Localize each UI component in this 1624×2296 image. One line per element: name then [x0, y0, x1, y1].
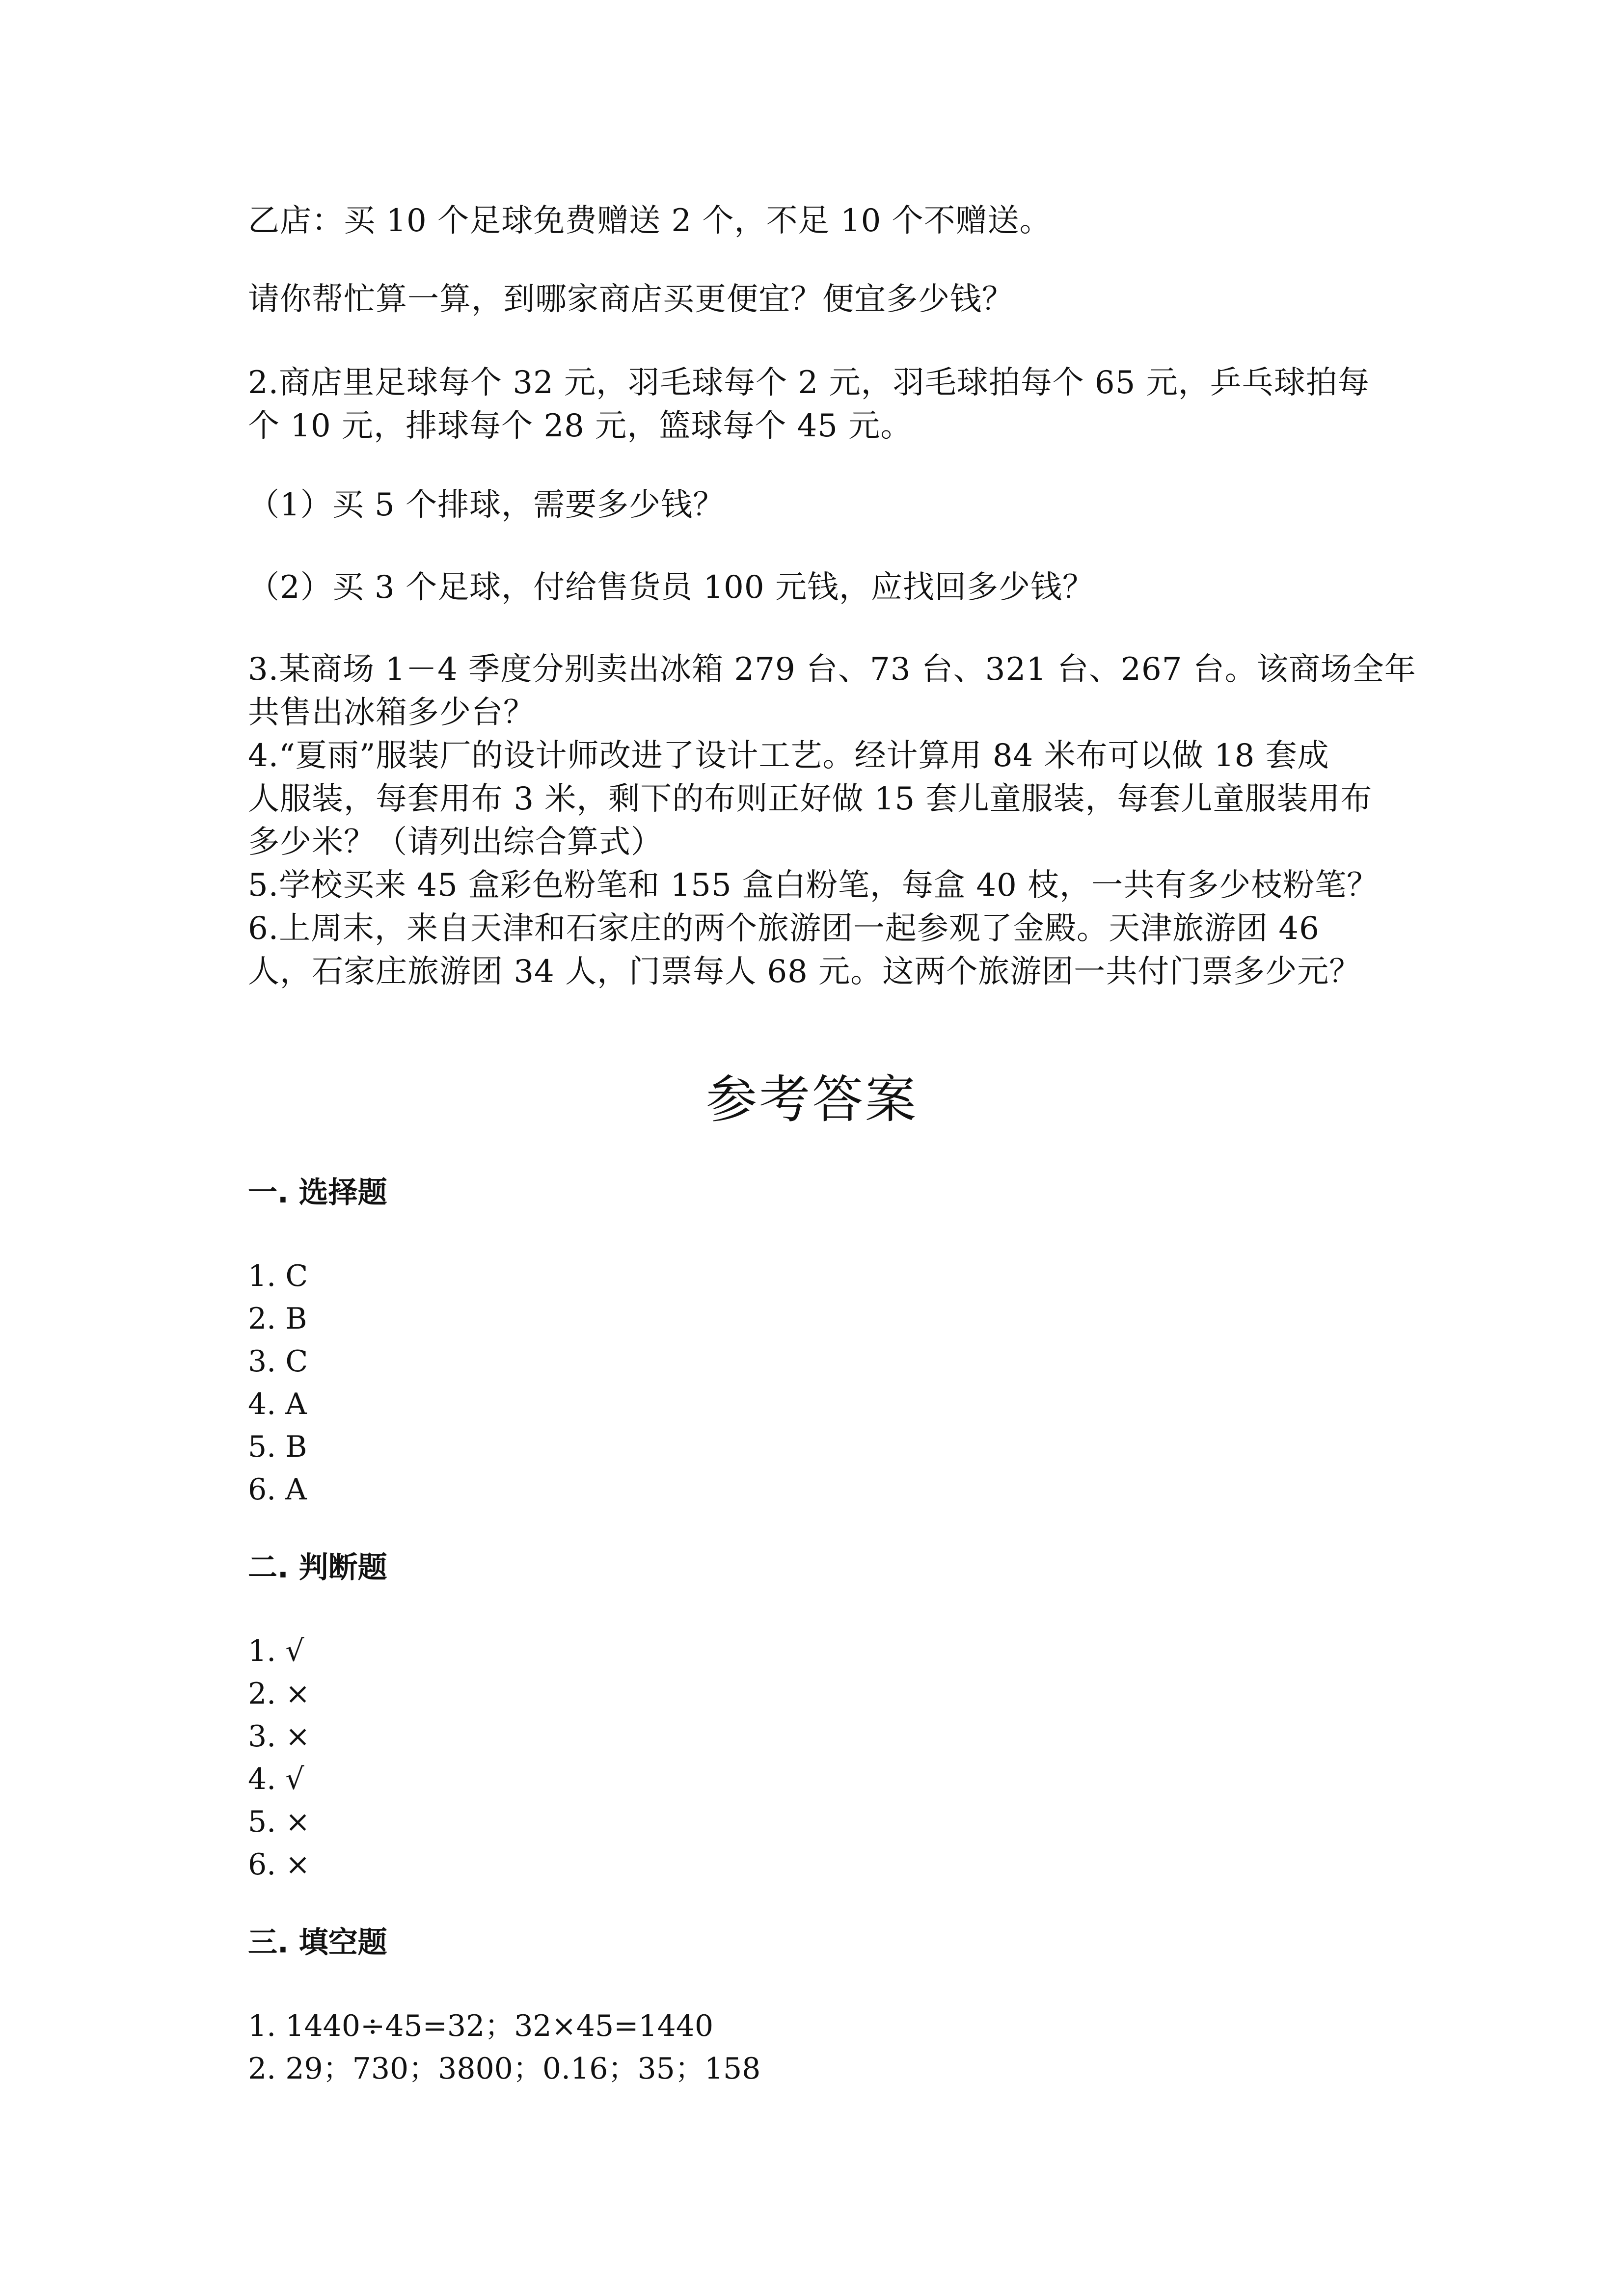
answer-item: 5. ×	[248, 1805, 310, 1839]
answer-item: 1. √	[248, 1634, 304, 1668]
question-line: （1）买 5 个排球，需要多少钱？	[248, 487, 725, 523]
answer-item: 1. C	[248, 1259, 308, 1293]
answer-item: 4. A	[248, 1387, 307, 1421]
question-line: 2.商店里足球每个 32 元，羽毛球每个 2 元，羽毛球拍每个 65 元，乒乓球拍每	[248, 365, 1370, 401]
question-line: 3.某商场 1－4 季度分别卖出冰箱 279 台、73 台、321 台、267 台。该商场全年	[248, 651, 1416, 688]
answer-item: 3. C	[248, 1344, 308, 1379]
answer-item: 6. ×	[248, 1847, 310, 1882]
page-title: 参考答案	[705, 1069, 918, 1129]
question-line: 人，石家庄旅游团 34 人，门票每人 68 元。这两个旅游团一共付门票多少元？	[248, 954, 1361, 990]
question-line: 共售出冰箱多少台？	[248, 694, 535, 731]
section-heading-choice: 一. 选择题	[248, 1175, 387, 1210]
answer-item: 4. √	[248, 1762, 304, 1796]
answer-item: 2. ×	[248, 1677, 310, 1711]
answer-item: 3. ×	[248, 1719, 310, 1754]
question-line: 多少米？（请列出综合算式）	[248, 824, 663, 860]
answer-item: 2. B	[248, 1302, 307, 1336]
section-heading-fill: 三. 填空题	[248, 1925, 387, 1960]
question-line: 5.学校买来 45 盒彩色粉笔和 155 盒白粉笔，每盒 40 枝，一共有多少枝粉笔？	[248, 867, 1379, 904]
question-line: 个 10 元，排球每个 28 元，篮球每个 45 元。	[248, 408, 913, 444]
answer-item: 1. 1440÷45=32；32×45=1440	[248, 2009, 714, 2043]
question-line: 4.“夏雨”服装厂的设计师改进了设计工艺。经计算用 84 米布可以做 18 套成	[248, 738, 1329, 774]
question-line: 人服装，每套用布 3 米，剩下的布则正好做 15 套儿童服装，每套儿童服装用布	[248, 781, 1373, 817]
answer-item: 2. 29；730；3800；0.16；35；158	[248, 2052, 761, 2086]
question-line: 请你帮忙算一算，到哪家商店买更便宜？便宜多少钱？	[248, 281, 1014, 318]
section-heading-judge: 二. 判断题	[248, 1550, 387, 1585]
question-line: 6.上周末，来自天津和石家庄的两个旅游团一起参观了金殿。天津旅游团 46	[248, 910, 1320, 947]
question-line: （2）买 3 个足球，付给售货员 100 元钱，应找回多少钱？	[248, 569, 1094, 606]
answer-item: 6. A	[248, 1472, 307, 1507]
answer-item: 5. B	[248, 1430, 307, 1464]
question-line: 乙店：买 10 个足球免费赠送 2 个，不足 10 个不赠送。	[248, 203, 1052, 239]
